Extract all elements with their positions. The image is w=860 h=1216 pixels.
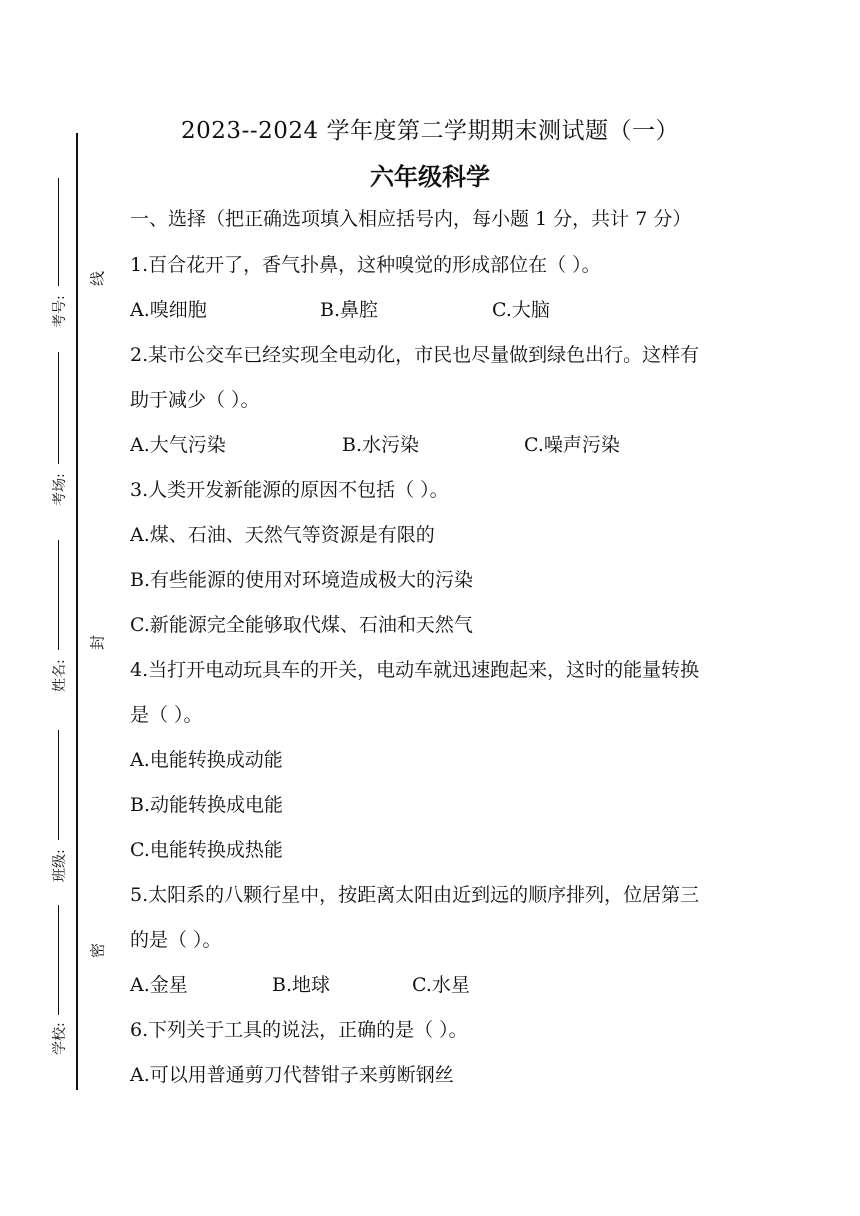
name-label: 姓名: xyxy=(52,659,68,692)
question-3-stem: 3.人类开发新能源的原因不包括（ ）。 xyxy=(130,479,449,501)
question-6-stem: 6.下列关于工具的说法，正确的是（ ）。 xyxy=(130,1019,468,1041)
q3-option-a[interactable]: A.煤、石油、天然气等资源是有限的 xyxy=(130,524,435,546)
class-blank[interactable] xyxy=(58,730,59,840)
q4-option-c[interactable]: C.电能转换成热能 xyxy=(130,839,283,861)
q5-option-b[interactable]: B.地球 xyxy=(272,974,331,996)
q1-option-a[interactable]: A.嗅细胞 xyxy=(130,299,207,321)
page-title: 2023--2024 学年度第二学期期末测试题（一） xyxy=(181,118,679,144)
page-subtitle: 六年级科学 xyxy=(370,163,490,191)
question-1-stem: 1.百合花开了，香气扑鼻，这种嗅觉的形成部位在（ ）。 xyxy=(130,254,601,276)
seal-char-mi: 密 xyxy=(88,943,107,959)
exam-room-label: 考场: xyxy=(52,473,68,506)
exam-number-blank[interactable] xyxy=(58,178,59,286)
question-2-stem-line-2: 助于减少（ ）。 xyxy=(130,389,260,411)
name-blank[interactable] xyxy=(58,540,59,650)
question-2-stem-line-1: 2.某市公交车已经实现全电动化，市民也尽量做到绿色出行。这样有 xyxy=(130,344,700,366)
seal-char-feng: 封 xyxy=(88,635,107,651)
q4-option-b[interactable]: B.动能转换成电能 xyxy=(130,794,284,816)
name-field[interactable] xyxy=(22,540,72,700)
school-blank[interactable] xyxy=(58,905,59,1015)
q2-option-c[interactable]: C.噪声污染 xyxy=(524,434,620,456)
q3-option-c[interactable]: C.新能源完全能够取代煤、石油和天然气 xyxy=(130,614,473,636)
question-4-stem-line-1: 4.当打开电动玩具车的开关，电动车就迅速跑起来，这时的能量转换 xyxy=(130,659,700,681)
q1-option-c[interactable]: C.大脑 xyxy=(492,299,550,321)
q6-option-a[interactable]: A.可以用普通剪刀代替钳子来剪断钢丝 xyxy=(130,1064,454,1086)
class-field[interactable] xyxy=(22,730,72,890)
q5-option-c[interactable]: C.水星 xyxy=(412,974,470,996)
class-label: 班级: xyxy=(52,849,68,882)
exam-room-blank[interactable] xyxy=(58,352,59,464)
q2-option-a[interactable]: A.大气污染 xyxy=(130,434,226,456)
q4-option-a[interactable]: A.电能转换成动能 xyxy=(130,749,283,771)
exam-number-label: 考号: xyxy=(52,295,68,328)
school-field[interactable] xyxy=(22,905,72,1065)
section-heading: 一、选择（把正确选项填入相应括号内，每小题 1 分，共计 7 分） xyxy=(130,208,692,230)
exam-room-field[interactable] xyxy=(22,352,72,512)
q1-option-b[interactable]: B.鼻腔 xyxy=(320,299,379,321)
question-5-stem-line-2: 的是（ ）。 xyxy=(130,929,222,951)
question-4-stem-line-2: 是（ ）。 xyxy=(130,704,203,726)
q2-option-b[interactable]: B.水污染 xyxy=(342,434,420,456)
seal-char-xian: 线 xyxy=(88,271,107,287)
binding-line xyxy=(76,133,78,1090)
exam-number-field[interactable] xyxy=(22,178,72,338)
q3-option-b[interactable]: B.有些能源的使用对环境造成极大的污染 xyxy=(130,569,474,591)
question-5-stem-line-1: 5.太阳系的八颗行星中，按距离太阳由近到远的顺序排列，位居第三 xyxy=(130,884,700,906)
school-label: 学校: xyxy=(52,1022,68,1055)
q5-option-a[interactable]: A.金星 xyxy=(130,974,188,996)
